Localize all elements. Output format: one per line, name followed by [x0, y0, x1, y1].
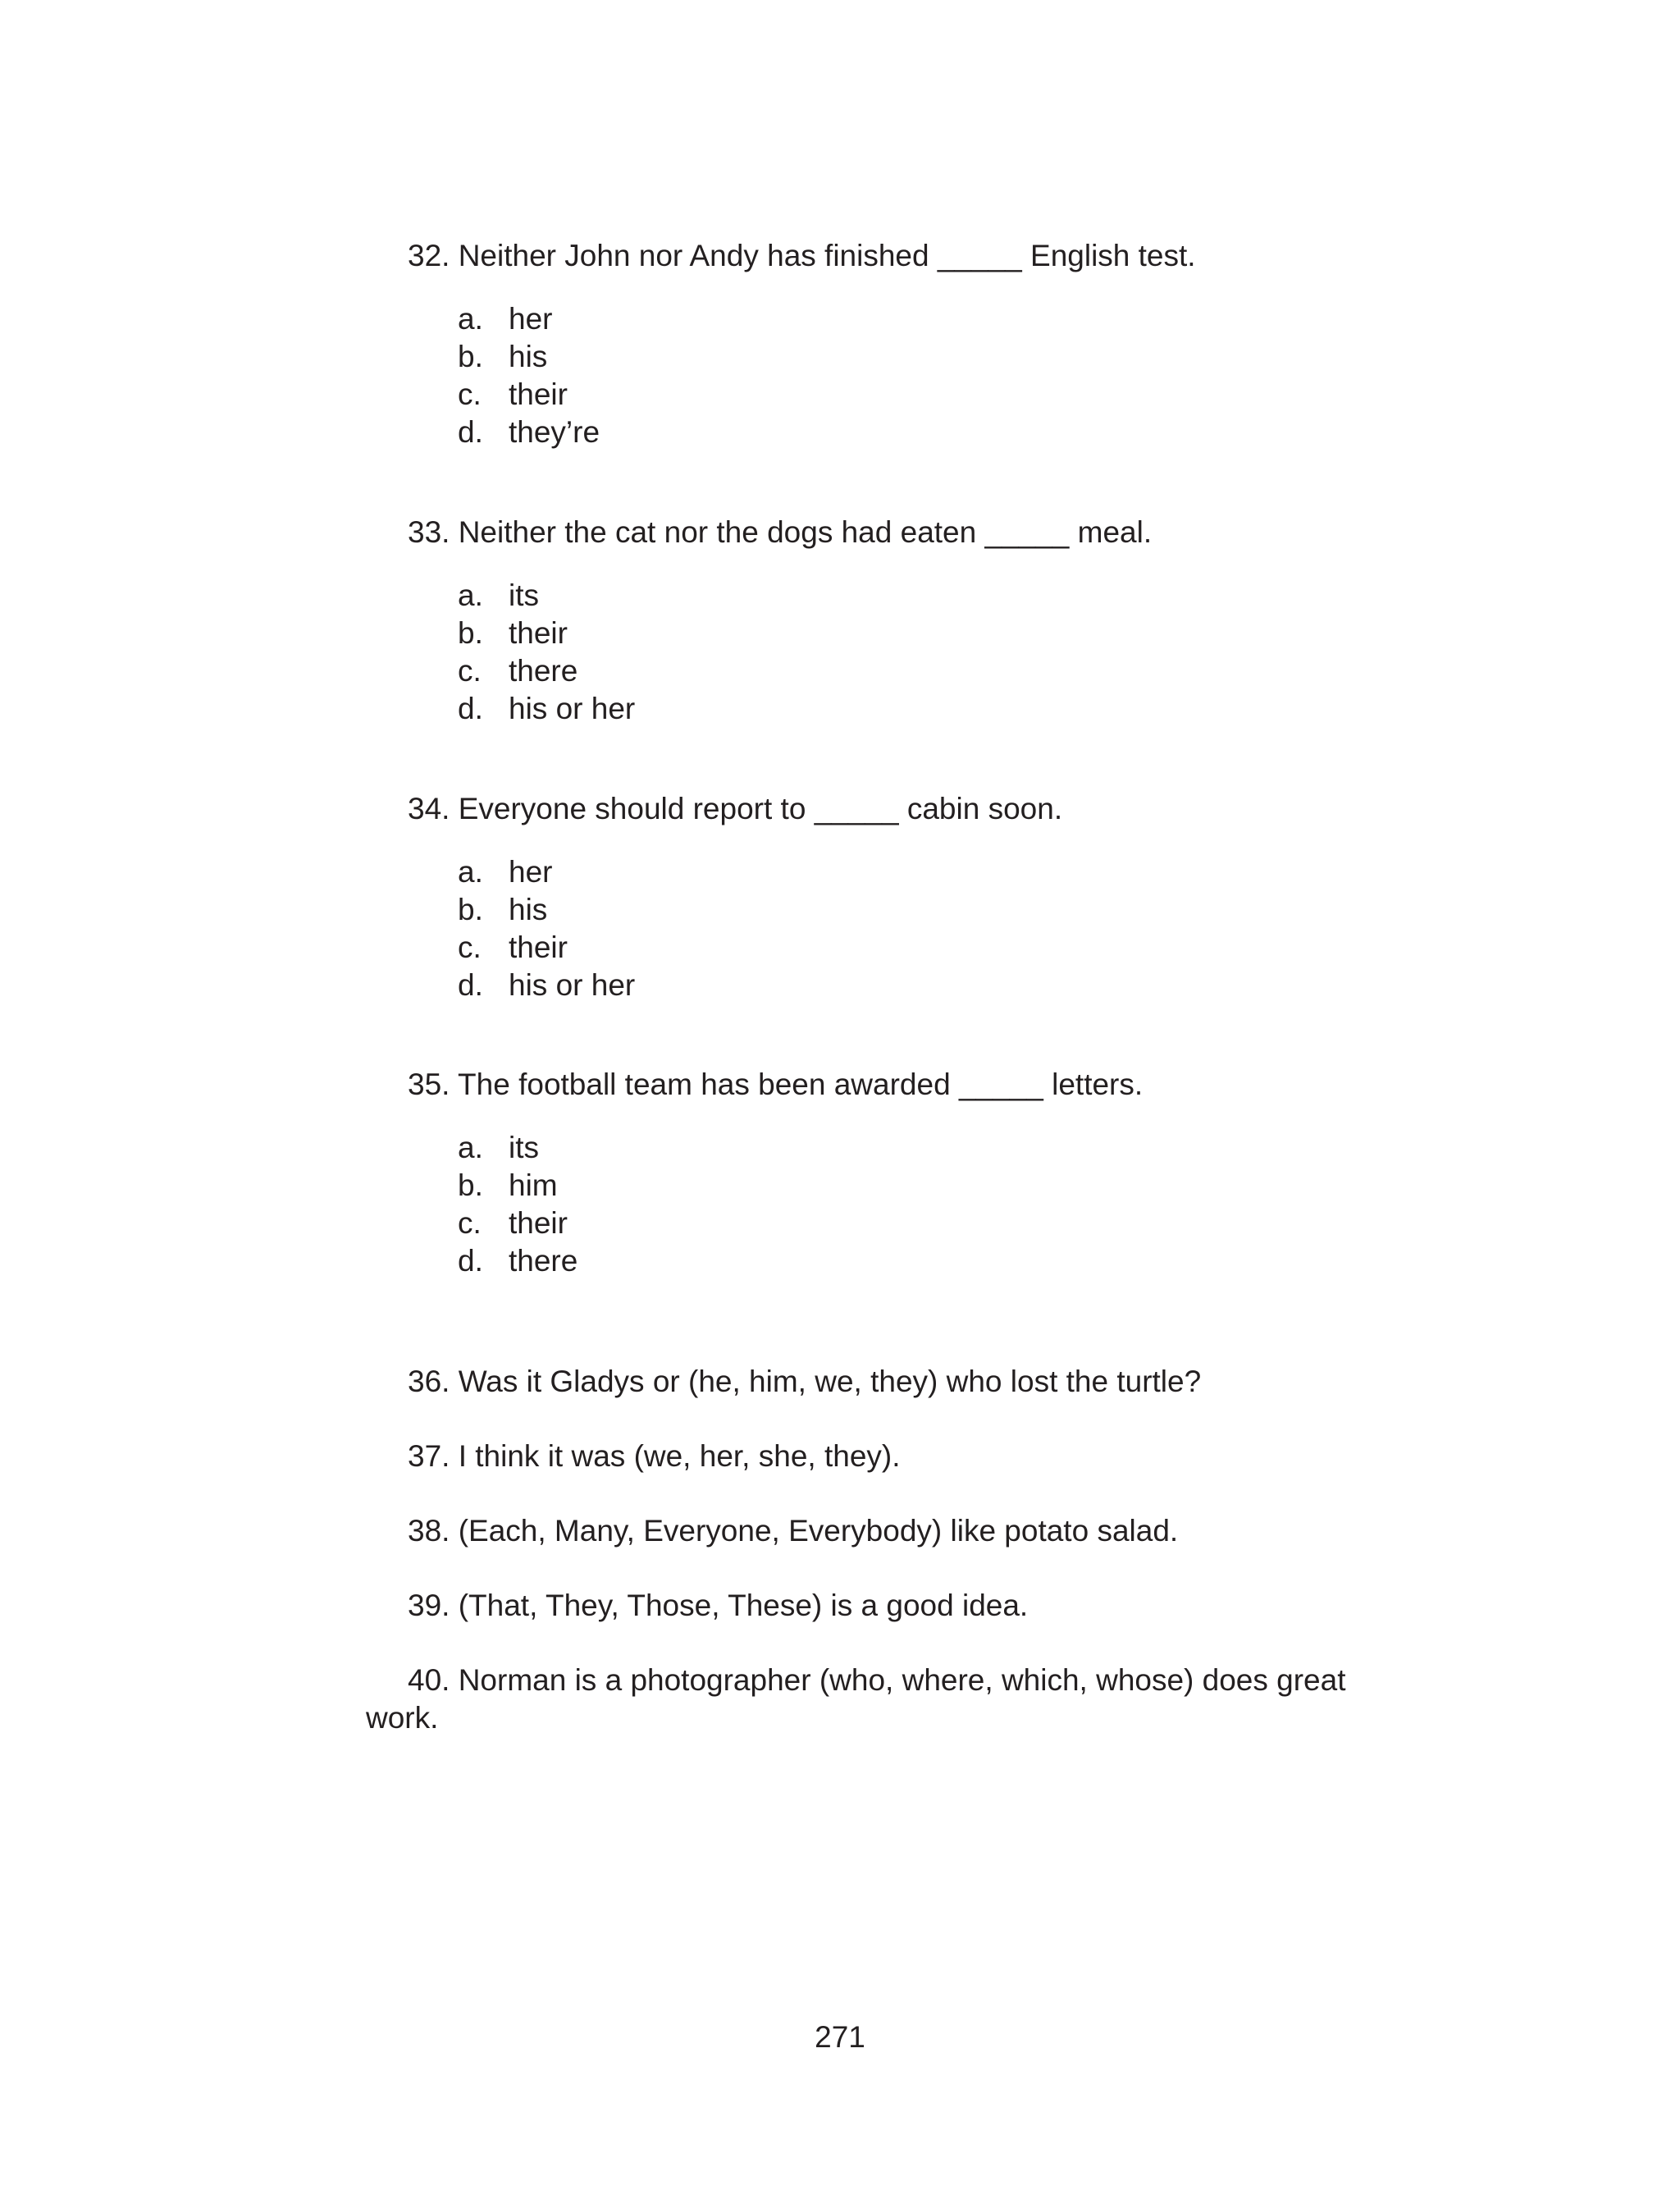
option-item: [458, 652, 635, 690]
option-text: they’re: [509, 415, 600, 449]
option-letter: d.: [458, 415, 483, 449]
option-text: her: [509, 302, 553, 336]
option-text: his: [509, 893, 548, 926]
option-letter: a.: [458, 302, 483, 336]
option-item: [458, 967, 635, 1004]
question-34-options: [458, 853, 635, 1004]
option-text: his or her: [509, 692, 636, 725]
page-number: 271: [815, 2020, 865, 2054]
option-text: her: [509, 855, 553, 889]
option-letter: c.: [458, 377, 482, 411]
option-text: there: [509, 654, 578, 688]
option-item: [458, 338, 600, 376]
option-item: [458, 615, 635, 652]
question-36: 36. Was it Gladys or (he, him, we, they) who lost the turtle?: [408, 1365, 1202, 1398]
option-letter: b.: [458, 1168, 483, 1202]
option-letter: a.: [458, 1131, 483, 1164]
option-item: [458, 1129, 578, 1167]
option-letter: a.: [458, 855, 483, 889]
option-text: their: [509, 377, 568, 411]
option-item: [458, 891, 635, 929]
option-letter: a.: [458, 578, 483, 612]
option-text: his or her: [509, 968, 636, 1002]
question-32: 32. Neither John nor Andy has finished _____ English test.: [408, 239, 1196, 272]
option-item: [458, 929, 635, 967]
question-38: 38. (Each, Many, Everyone, Everybody) like potato salad.: [408, 1514, 1179, 1548]
option-letter: c.: [458, 654, 482, 688]
option-letter: c.: [458, 1206, 482, 1240]
option-item: [458, 1167, 578, 1205]
option-letter: d.: [458, 968, 483, 1002]
question-33: 33. Neither the cat nor the dogs had eaten _____ meal.: [408, 515, 1153, 549]
question-35: 35. The football team has been awarded _____ letters.: [408, 1068, 1144, 1101]
question-32-options: [458, 300, 600, 451]
question-39: 39. (That, They, Those, These) is a good idea.: [408, 1589, 1029, 1622]
question-35-options: [458, 1129, 578, 1280]
question-33-options: [458, 577, 635, 728]
question-37: 37. I think it was (we, her, she, they).: [408, 1439, 901, 1473]
option-item: [458, 577, 635, 615]
option-item: [458, 414, 600, 451]
option-letter: b.: [458, 616, 483, 650]
option-text: their: [509, 930, 568, 964]
option-text: its: [509, 578, 539, 612]
option-text: him: [509, 1168, 558, 1202]
option-text: there: [509, 1244, 578, 1278]
option-item: [458, 300, 600, 338]
option-text: his: [509, 340, 548, 373]
question-40: 40. Norman is a photographer (who, where, which, whose) does great work.: [366, 1663, 1346, 1735]
option-item: [458, 1242, 578, 1280]
option-item: [458, 853, 635, 891]
option-letter: d.: [458, 692, 483, 725]
option-item: [458, 1205, 578, 1242]
option-letter: d.: [458, 1244, 483, 1278]
question-34: 34. Everyone should report to _____ cabin soon.: [408, 792, 1063, 825]
option-text: their: [509, 1206, 568, 1240]
option-letter: c.: [458, 930, 482, 964]
option-text: its: [509, 1131, 539, 1164]
option-letter: b.: [458, 893, 483, 926]
option-item: [458, 690, 635, 728]
option-text: their: [509, 616, 568, 650]
option-item: [458, 376, 600, 414]
option-letter: b.: [458, 340, 483, 373]
